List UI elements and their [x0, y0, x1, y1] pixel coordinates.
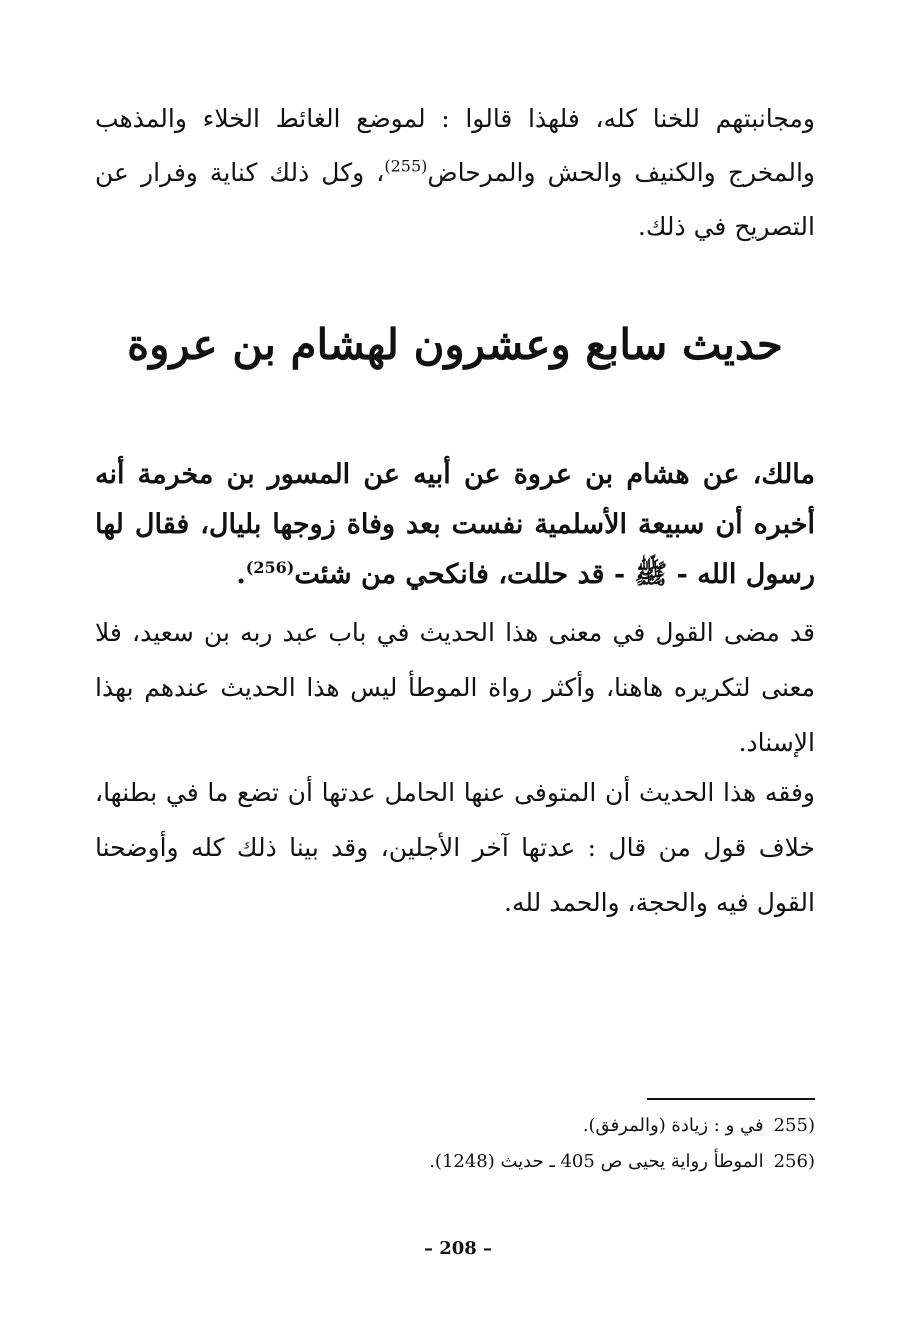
- footnote-ref-256: (256): [245, 558, 295, 577]
- page-number: – 208 –: [423, 1238, 493, 1259]
- commentary-paragraph-2: وفقه هذا الحديث أن المتوفى عنها الحامل عدتها أن تضع ما في بطنها، خلاف قول من قال : عدتها آخر الأجلين، وقد بينا ذلك كله وأوضحنا القول فيه والحجة، والحمد لله.: [95, 778, 815, 917]
- top-paragraph-text-start: ومجانبتهم للخنا كله، فلهذا قالوا : لموضع الغائط الخلاء والمذهب والمخرج والكنيف والحش والمرحاض: [95, 104, 815, 187]
- hadith-text-end: .: [236, 559, 246, 590]
- footnote-ref-255: (255): [384, 156, 428, 176]
- footnote-number: (256: [773, 1151, 815, 1172]
- footnotes: [380, 1108, 815, 1180]
- footnote-item: [380, 1108, 815, 1144]
- footnote-text: الموطأ رواية يحيى ص 405 ـ حديث (1248).: [429, 1151, 764, 1172]
- footnote-item: [380, 1144, 815, 1180]
- footnote-number: (255: [773, 1115, 815, 1136]
- top-paragraph: [95, 92, 815, 254]
- hadith-text: [95, 450, 815, 600]
- hadith-text-start: مالك، عن هشام بن عروة عن أبيه عن المسور بن مخرمة أنه أخبره أن سبيعة الأسلمية نفست بعد وفاة زوجها بليال، فقال لها رسول الله - ﷺ - قد حللت، فانكحي من شئت: [95, 459, 815, 590]
- top-paragraph-text-end: ، وكل ذلك كناية وفرار عن التصريح في ذلك.: [95, 158, 815, 241]
- footnote-divider: [647, 1098, 815, 1100]
- commentary-paragraph-1: قد مضى القول في معنى هذا الحديث في باب عبد ربه بن سعيد، فلا معنى لتكريره هاهنا، وأكثر رواة الموطأ ليس هذا الحديث عندهم بهذا الإسناد.: [95, 618, 815, 757]
- section-heading: حديث سابع وعشرون لهشام بن عروة: [127, 320, 783, 369]
- footnote-text: في و : زيادة (والمرفق).: [582, 1115, 764, 1136]
